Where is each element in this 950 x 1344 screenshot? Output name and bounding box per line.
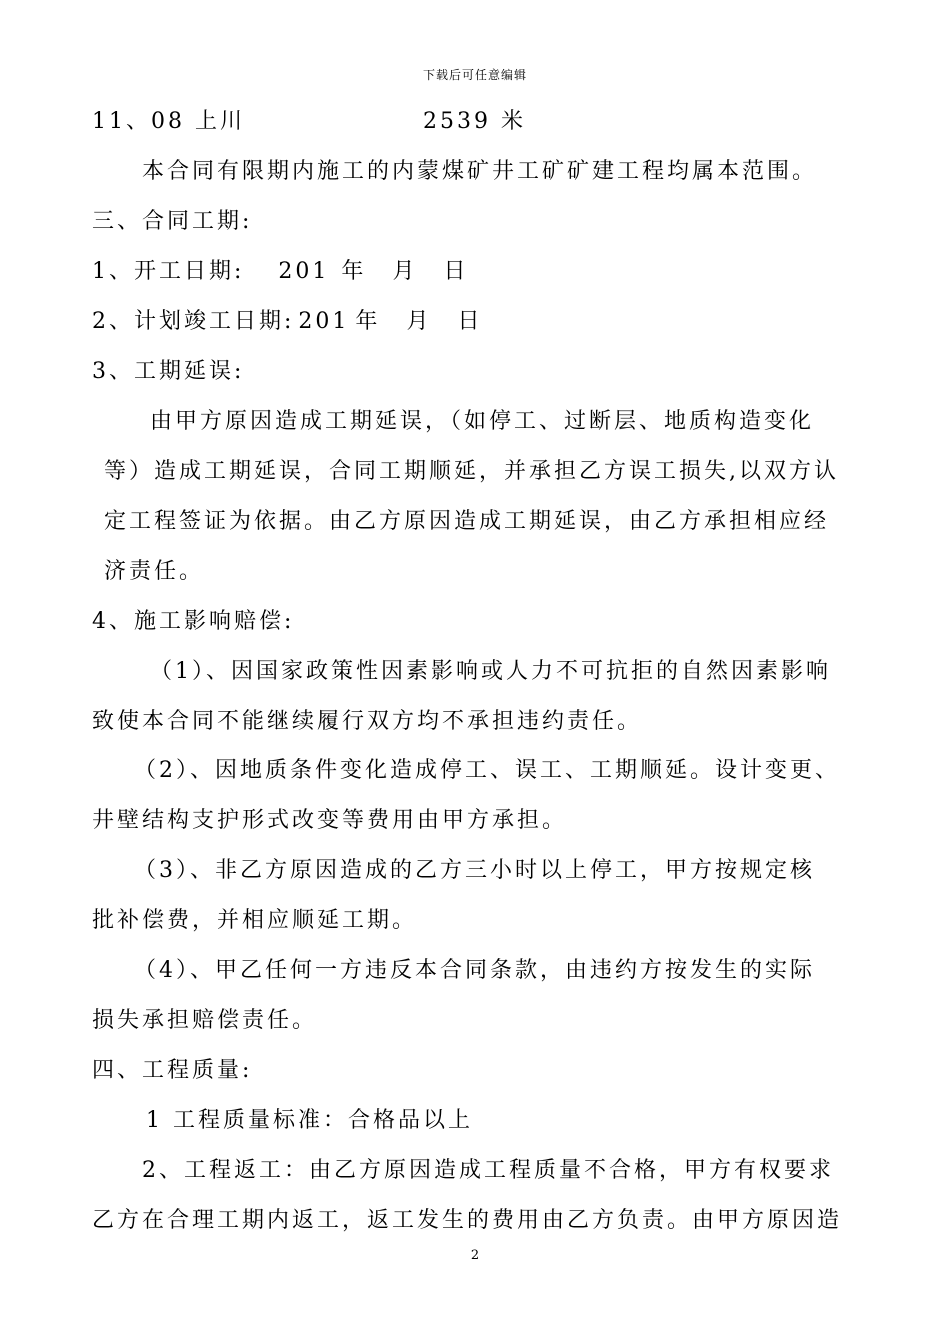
compensation-line: 致使本合同不能继续履行双方均不承担违约责任。 xyxy=(92,709,643,734)
start-date-month-unit: 月 xyxy=(392,259,418,284)
delay-line: 等）造成工期延误，合同工期顺延，并承担乙方误工损失,以双方认 xyxy=(104,459,839,484)
delay-line: 由甲方原因造成工期延误，（如停工、过断层、地质构造变化 xyxy=(150,409,815,434)
rework-line: 乙方在合理工期内返工，返工发生的费用由乙方负责。由甲方原因造 xyxy=(92,1208,843,1233)
header-note: 下载后可任意编辑 xyxy=(422,68,527,82)
planned-completion-year-unit: 年 xyxy=(355,309,381,334)
delay-line: 定工程签证为依据。由乙方原因造成工期延误，由乙方承担相应经 xyxy=(104,509,830,534)
compensation-line: 井壁结构支护形式改变等费用由甲方承担。 xyxy=(92,808,568,833)
planned-completion-line xyxy=(92,307,482,337)
delay-line: 济责任。 xyxy=(104,559,205,584)
compensation-line: 损失承担赔偿责任。 xyxy=(92,1008,318,1033)
quality-standard-line: 1 工程质量标准：合格品以上 xyxy=(146,1108,473,1133)
item-11-value: 2539 米 xyxy=(422,109,526,134)
compensation-line: （1）、因国家政策性因素影响或人力不可抗拒的自然因素影响 xyxy=(150,659,831,684)
compensation-line: （3）、非乙方原因造成的乙方三小时以上停工，甲方按规定核 xyxy=(134,858,815,883)
planned-completion-day-unit: 日 xyxy=(457,309,483,334)
compensation-line: 批补偿费，并相应顺延工期。 xyxy=(92,908,418,933)
item-11-label: 11、08 上川 xyxy=(92,109,245,134)
section-3-title: 三、合同工期: xyxy=(92,209,253,234)
rework-line: 2、工程返工：由乙方原因造成工程质量不合格，甲方有权要求 xyxy=(142,1158,834,1183)
delay-title: 3、工期延误: xyxy=(92,359,245,384)
compensation-title: 4、施工影响赔偿: xyxy=(92,609,295,634)
planned-completion-month-unit: 月 xyxy=(406,309,432,334)
planned-completion-label: 2、计划竣工日期: xyxy=(92,309,295,334)
start-date-line xyxy=(92,257,468,287)
start-date-day-unit: 日 xyxy=(443,259,469,284)
item-11-line xyxy=(92,107,526,137)
page-number: 2 xyxy=(470,1248,480,1263)
compensation-line: （2）、因地质条件变化造成停工、误工、工期顺延。设计变更、 xyxy=(134,758,840,783)
start-date-label: 1、开工日期: xyxy=(92,259,245,284)
scope-paragraph: 本合同有限期内施工的内蒙煤矿井工矿矿建工程均属本范围。 xyxy=(142,159,818,184)
start-date-year-unit: 年 xyxy=(341,259,367,284)
planned-completion-year: 201 xyxy=(298,309,350,334)
section-4-title: 四、工程质量: xyxy=(92,1058,253,1083)
compensation-line: （4）、甲乙任何一方违反本合同条款，由违约方按发生的实际 xyxy=(134,958,815,983)
start-date-year: 201 xyxy=(278,259,330,284)
